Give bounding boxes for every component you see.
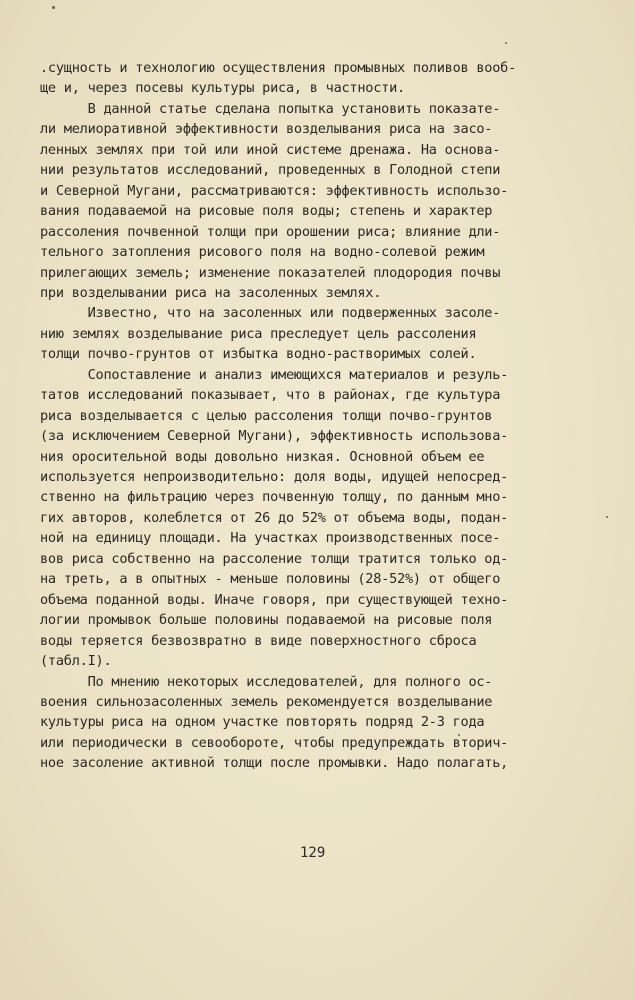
text-line: воения сильнозасоленных земель рекомендуется возделывание — [40, 693, 493, 710]
text-line: объема поданной воды. Иначе говоря, при существующей техно- — [40, 591, 509, 608]
text-line: воды теряется безвозвратно в виде поверхностного сброса — [40, 632, 477, 649]
text-line: толщи почво-грунтов от избытка водно-растворимых солей. — [40, 346, 477, 363]
text-line: ли мелиоративной эффективности возделывания риса на засо- — [40, 121, 493, 138]
text-line: ще и, через посевы культуры риса, в частности. — [40, 80, 405, 97]
text-line: нию землях возделывание риса преследует цель рассоления — [40, 325, 477, 342]
text-line: вания подаваемой на рисовые поля воды; степень и характер — [40, 203, 493, 220]
paper-speck — [505, 42, 507, 44]
text-line: ное засоление активной толщи после промывки. Надо полагать, — [40, 755, 509, 772]
paper-speck — [606, 516, 608, 518]
text-line: Известно, что на засоленных или подверженных засоле- — [40, 305, 501, 322]
text-line: при возделывании риса на засоленных землях. — [40, 284, 382, 301]
text-line: нии результатов исследований, проведенных в Голодной степи — [40, 162, 501, 179]
text-line: .сущность и технологию осуществления промывных поливов вооб- — [40, 60, 517, 76]
text-line: В данной статье сделана попытка установить показате- — [40, 100, 501, 117]
text-line: ния оросительной воды довольно низкая. Основной объем ее — [40, 448, 485, 465]
text-line: и Северной Мугани, рассматриваются: эффективность использо- — [40, 182, 509, 199]
page-number: 129 — [300, 845, 326, 861]
text-line: тельного затопления рисового поля на водно-солевой режим — [40, 244, 485, 261]
text-line: рассоления почвенной толщи при орошении риса; влияние дли- — [40, 223, 501, 240]
text-line: (за исключением Северной Мугани), эффективность использова- — [40, 428, 509, 445]
text-line: культуры риса на одном участке повторять подряд 2-3 года — [40, 714, 485, 731]
text-line: вов риса собственно на рассоление толщи тратится только од- — [40, 550, 509, 567]
text-line: ной на единицу площади. На участках производственных посе- — [40, 530, 501, 547]
text-line: используется непроизводительно: доля воды, идущей непосред- — [40, 469, 509, 485]
text-line: ленных землях при той или иной системе дренажа. На основа- — [40, 141, 501, 158]
text-line: ственно на фильтрацию через почвенную толщу, по данным мно- — [40, 489, 509, 506]
text-line: риса возделывается с целью рассоления толщи почво-грунтов — [40, 407, 493, 424]
text-line: на треть, а в опытных - меньше половины (28-52%) от общего — [40, 571, 501, 588]
text-line: логии промывок больше половины подаваемой на рисовые поля — [40, 612, 493, 629]
text-line: Сопоставление и анализ имеющихся материалов и резуль- — [40, 366, 509, 383]
text-line: или периодически в севообороте, чтобы предупреждать вторич- — [40, 734, 509, 751]
text-line: По мнению некоторых исследователей, для полного ос- — [40, 673, 493, 690]
text-line: (табл.I). — [40, 653, 112, 670]
text-line: татов исследований показывает, что в районах, где культура — [40, 387, 501, 404]
text-line: прилегающих земель; изменение показателей плодородия почвы — [40, 264, 501, 281]
text-line: гих авторов, колеблется от 26 до 52% от объема воды, подан- — [40, 509, 509, 526]
paper-speck — [52, 6, 55, 9]
